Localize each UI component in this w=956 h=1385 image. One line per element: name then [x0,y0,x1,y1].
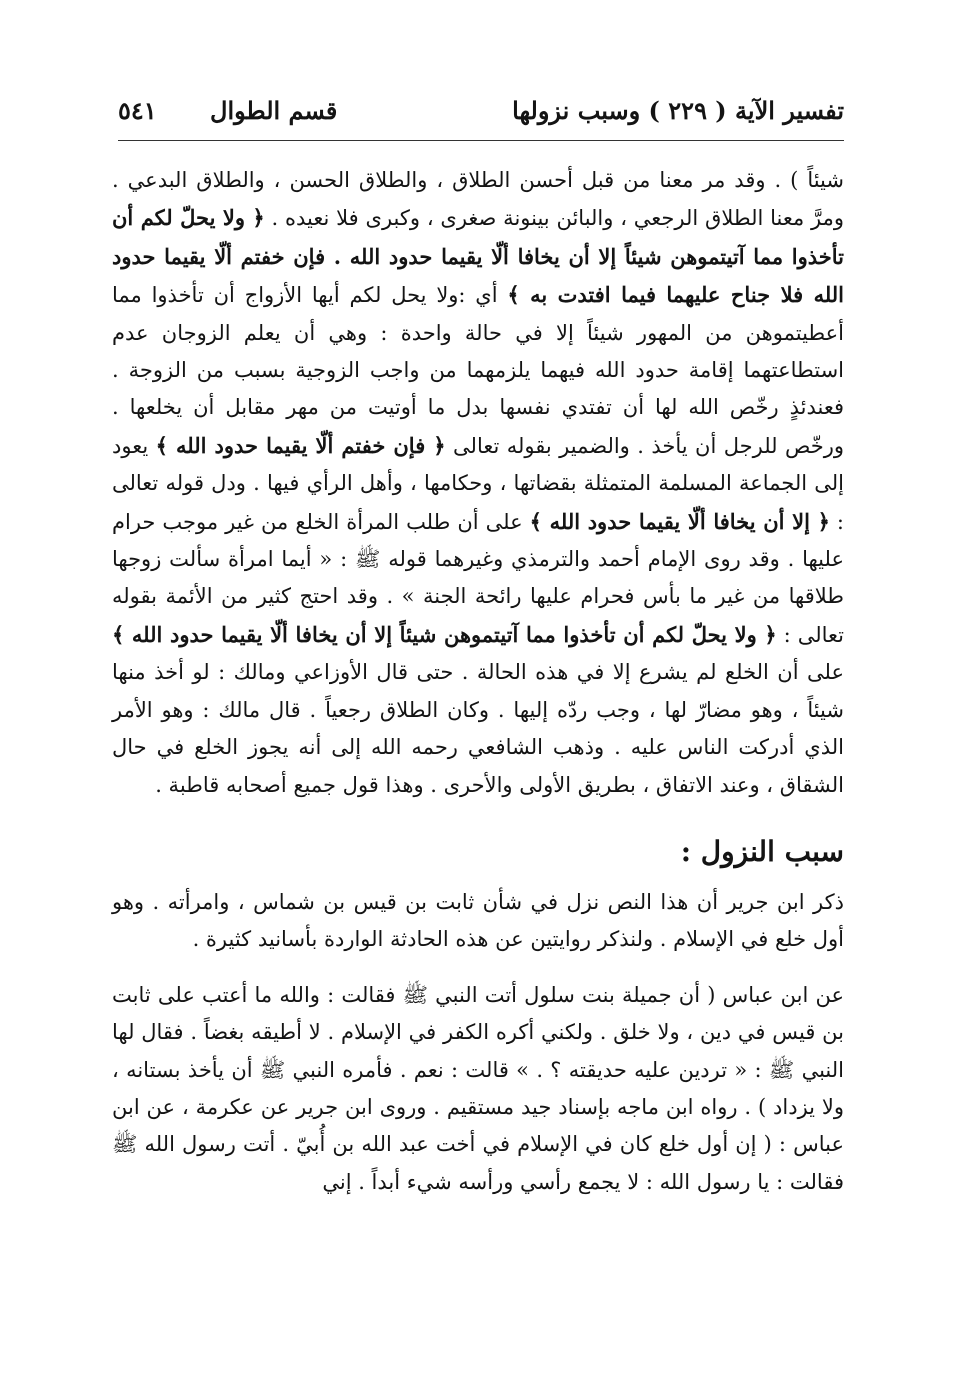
running-title: تفسير الآية ( ٢٢٩ ) وسبب نزولها [512,96,844,125]
section-paragraph: ذكر ابن جرير أن هذا النص نزل في شأن ثابت بن قيس بن شماس ، وامرأته . وهو أول خلع في الإسلام . ولنذكر روايتين عن هذه الحادثة الواردة بأسانيد كثيرة . [112,889,844,952]
quran-quote: ﴿ ولا يحلّ لكم أن تأخذوا مما آتيتموهن شيئاً إلا أن يخافا ألّا يقيما حدود الله ﴾ [112,621,777,647]
body-text: يعود إلى الجماعة المسلمة المتمثلة بقضاتها ، وحكامها ، وأهل الرأي فيها . ودل قوله تعالى : [112,433,844,534]
body-text: على أن الخلع لم يشرع إلا في هذه الحالة . حتى قال الأوزاعي ومالك : لو أخذ منها شيئاً ، وهو مضارّ لها ، وجب ردّه إليها . وكان الطلاق رجعياً . قال مالك : وهو الأمر الذي أدركت الناس عليه . وذهب الشافعي رحمه الله إلى أنه يجوز الخلع في حال الشقاق ، وعند الاتفاق ، بطريق الأولى والأحرى . وهذا قول جميع أصحابه قاطبة . [112,660,844,797]
body-text: على أن طلب المرأة الخلع من غير موجب حرام عليها . وقد روى الإمام أحمد والترمذي وغيرهما قوله ﷺ : « أيما امرأة سألت زوجها طلاقها من غير ما بأس فحرام عليها رائحة الجنة » . وقد احتج كثير من الأئمة بقوله تعالى : [112,509,845,647]
section-heading: سبب النزول : [680,834,844,868]
page-body [112,162,844,1201]
header-divider [118,140,844,141]
page-number: ٥٤١ [118,96,157,125]
body-text: شيئاً ) . وقد مر معنا من قبل أحسن الطلاق ، والطلاق الحسن ، والطلاق البدعي . ومرَّ معنا الطلاق الرجعي ، والبائن بينونة صغرى ، وكبرى فلا نعيده . [112,168,845,231]
body-text: أي :ولا يحل لكم أيها الأزواج أن تأخذوا مما أعطيتموهن من المهور شيئاً إلا في حالة واحدة : وهي أن يعلم الزوجان عدم استطاعتهما إقامة حدود الله فيهما يلزمهما من واجب الزوجية بسبب من الزوجة . فعندئذٍ رخّص الله لها أن تفتدي نفسها بدل ما أوتيت من مهر مقابل أن يخلعها . ورخّص للرجل أن يأخذ . والضمير بقوله تعالى [112,283,844,458]
quran-quote: ﴿ ولا يحلّ لكم أن تأخذوا مما آتيتموهن شيئاً إلا أن يخافا ألّا يقيما حدود الله . فإن خفتم ألّا يقيما حدود الله فلا جناح عليهما فيما افتدت به ﴾ [112,205,845,308]
quran-quote: ﴿ فإن خفتم ألّا يقيما حدود الله ﴾ [155,432,446,458]
commentary-paragraph [112,162,844,804]
section-name: قسم الطوال [210,96,338,125]
quran-quote: ﴿ إلا أن يخافا ألّا يقيما حدود الله ﴾ [529,508,830,534]
page-header [118,92,844,132]
section-paragraph: عن ابن عباس ( أن جميلة بنت سلول أتت النبي ﷺ فقالت : والله ما أعتب على ثابت بن قيس في دين ، ولا خلق . ولكني أكره الكفر في الإسلام . لا أطيقه بغضاً . فقال لها النبي ﷺ : « تردين عليه حديقته ؟ . » قالت : نعم . فأمره النبي ﷺ أن يأخذ بستانه ، ولا يزداد ) . رواه ابن ماجه بإسناد جيد مستقيم . وروى ابن جرير عن عكرمة ، عن ابن عباس : ( إن أول خلع كان في الإسلام في أخت عبد الله بن أُبيّ . أتت رسول الله ﷺ فقالت : يا رسول الله : لا يجمع رأسي ورأسه شيء أبداً . إني [112,982,844,1194]
